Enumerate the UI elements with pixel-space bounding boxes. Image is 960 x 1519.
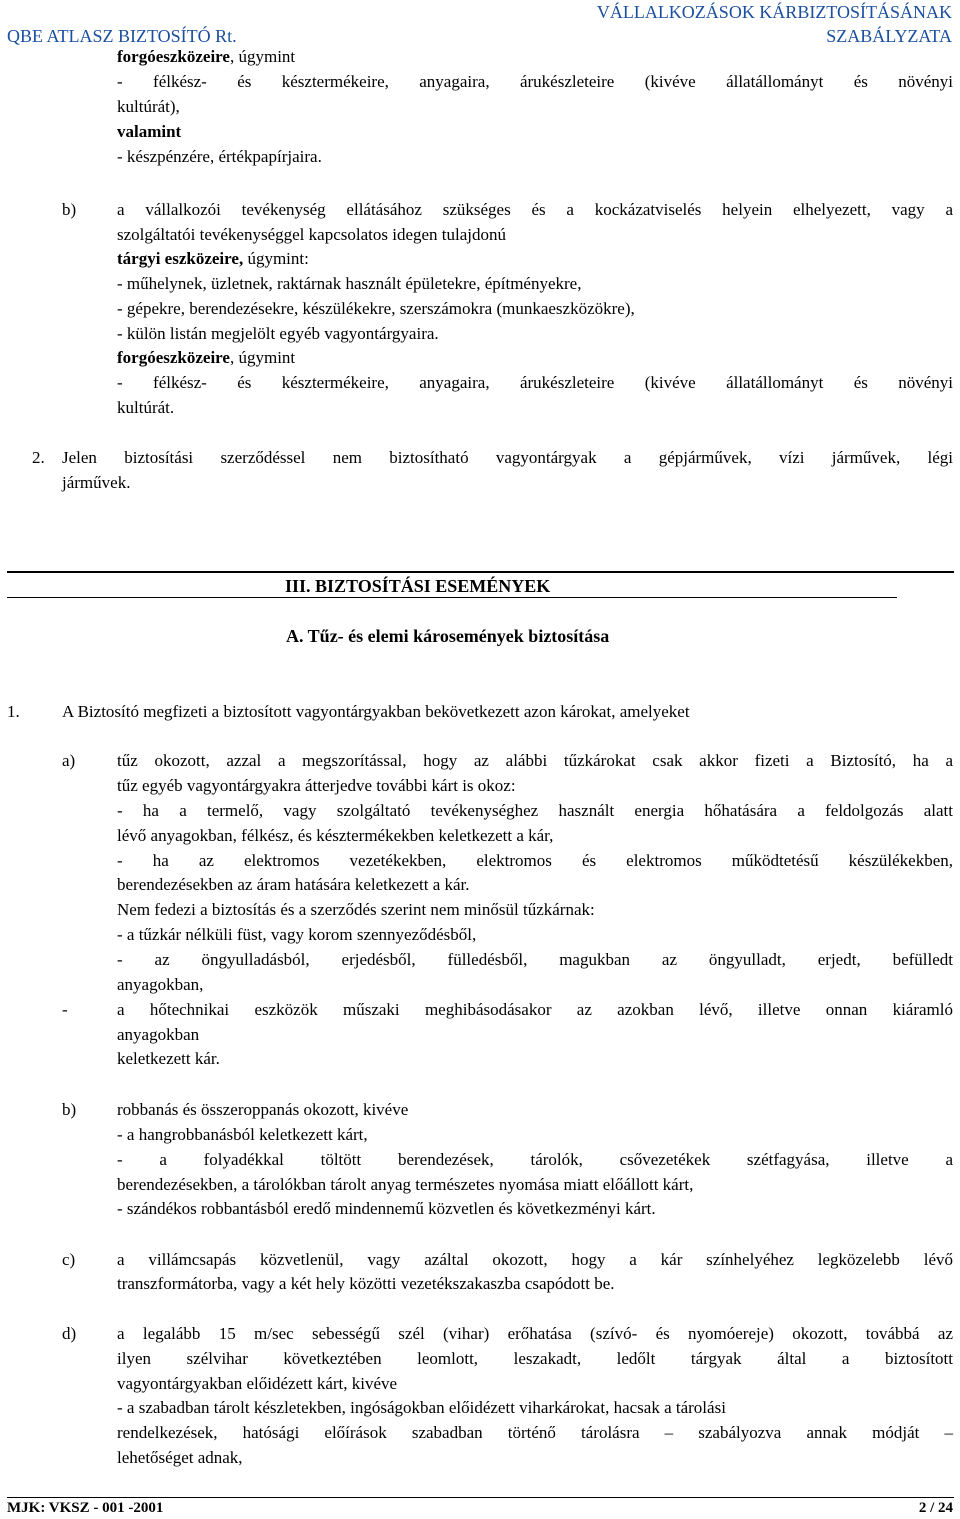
item-a-line-6: berendezésekben az áram hatására keletkezett a kár. [117,875,470,894]
item-b-line-3 [117,249,309,269]
item-b-marker: b) [62,200,77,219]
item-b-line-8: - félkész- és késztermékeire, anyagaira, árukészleteire (kivéve állatállományt és növényi [117,373,953,392]
item-d-line-6: lehetőséget adnak, [117,1448,243,1467]
top-line-2: - félkész- és késztermékeire, anyagaira, árukészleteire (kivéve állatállományt és növényi [117,72,953,91]
item-a-line-2: tűz egyéb vagyontárgyakra átterjedve további kárt is okoz: [117,776,516,795]
item-a-line-9: - az öngyulladásból, erjedésből, fülledésből, magukban az öngyulladt, erjedt, befülledt [117,950,953,969]
item-a-line-4: lévő anyagokban, félkész, és késztermékekben keletkezett a kár, [117,826,554,845]
item-c-marker: c) [62,1250,76,1269]
top-bold-term: forgóeszközeire [117,47,230,66]
header-title-line2: SZABÁLYZATA [826,26,952,46]
item-b2-line-3: - a folyadékkal töltött berendezések, tárolók, csővezetékek szétfagyása, illetve a [117,1150,953,1169]
section-underline [7,597,897,598]
footer-page-number: 2 / 24 [918,1500,953,1516]
item-d-marker: d) [62,1324,77,1343]
item-d-line-2: ilyen szélvihar következtében leomlott, leszakadt, ledőlt tárgyak által a biztosított [117,1349,953,1368]
item-d-line-4: - a szabadban tárolt készletekben, ingóságokban előidézett viharkárokat, hacsak a tárolási [117,1398,726,1417]
item-a-line-11: a hőtechnikai eszközök műszaki meghibásodásakor az azokban lévő, illetve onnan kiáramló [117,1000,953,1019]
item-b2-line-1: robbanás és összeroppanás okozott, kivéve [117,1100,409,1119]
item-a-line-7: Nem fedezi a biztosítás és a szerződés szerint nem minősül tűzkárnak: [117,900,595,919]
top-line-3: kultúrát), [117,97,180,116]
item-d-line-1: a legalább 15 m/sec sebességű szél (vihar) erőhatása (szívó- és nyomóereje) okozott, továbbá az [117,1324,953,1343]
item-2-marker: 2. [32,448,45,467]
item-b-line-4: - műhelynek, üzletnek, raktárnak használt épületekre, építményekre, [117,274,582,293]
item-a-line-11-dash: - [62,1000,68,1019]
item-a-marker: a) [62,751,76,770]
item-a-line-13: keletkezett kár. [117,1049,220,1068]
footer-rule [7,1497,954,1498]
item-b-line-3-rest: úgymint: [243,249,309,268]
item-b-line-9: kultúrát. [117,398,175,417]
item-a-line-10: anyagokban, [117,975,204,994]
item-b-line-6: - külön listán megjelölt egyéb vagyontárgyaira. [117,324,439,343]
item-a-line-12: anyagokban [117,1025,200,1044]
item-c-line-1: a villámcsapás közvetlenül, vagy azáltal okozott, hogy a kár színhelyéhez legközelebb lévő [117,1250,953,1269]
item-a-line-3: - ha a termelő, vagy szolgáltató tevékenységhez használt energia hőhatására a feldolgozás alatt [117,801,953,820]
item-a-line-1: tűz okozott, azzal a megszorítással, hogy az alábbi tűzkárokat csak akkor fizeti a Biztosító, ha a [117,751,953,770]
item-a-line-8: - a tűzkár nélküli füst, vagy korom szennyeződésből, [117,925,477,944]
item-b-line-5: - gépekre, berendezésekre, készülékekre, szerszámokra (munkaeszközökre), [117,299,635,318]
item-1-marker: 1. [7,702,20,721]
header-title-line1: VÁLLALKOZÁSOK KÁRBIZTOSÍTÁSÁNAK [596,2,952,22]
section-title: III. BIZTOSÍTÁSI ESEMÉNYEK [285,576,551,596]
header-company: QBE ATLASZ BIZTOSÍTÓ Rt. [7,26,237,46]
item-b2-line-2: - a hangrobbanásból keletkezett kárt, [117,1125,368,1144]
section-subtitle: A. Tűz- és elemi károsemények biztosítása [286,626,610,646]
item-d-line-3: vagyontárgyakban előidézett kárt, kivéve [117,1374,398,1393]
footer-doc-code: MJK: VKSZ - 001 -2001 [7,1500,164,1516]
item-b-line-2: szolgáltatói tevékenységgel kapcsolatos idegen tulajdonú [117,225,506,244]
item-b-line-7 [117,348,295,368]
item-b-bold-term: tárgyi eszközeire, [117,249,244,268]
item-2-line-1: Jelen biztosítási szerződéssel nem biztosítható vagyontárgyak a gépjárművek, vízi járművek, légi [62,448,953,467]
section-top-rule [7,571,954,573]
top-line-4: valamint [117,122,182,141]
item-b-bold-term-2: forgóeszközeire [117,348,230,367]
top-line-1-rest: , úgymint [229,47,296,66]
top-line-5: - készpénzére, értékpapírjaira. [117,147,322,166]
item-c-line-2: transzformátorba, vagy a két hely közötti vezetékszakaszba csapódott be. [117,1274,615,1293]
item-1-text: A Biztosító megfizeti a biztosított vagyontárgyakban bekövetkezett azon károkat, amelyeket [62,702,690,721]
item-a-line-5: - ha az elektromos vezetékekben, elektromos és elektromos működtetésű készülékekben, [117,851,953,870]
item-d-line-5: rendelkezések, hatósági előírások szabadban történő tárolásra – szabályozva annak módját – [117,1423,953,1442]
item-b-line-1: a vállalkozói tevékenység ellátásához szükséges és a kockázatviselés helyein elhelyezett, vagy a [117,200,953,219]
item-b2-line-4: berendezésekben, a tárolókban tárolt anyag természetes nyomása miatt előállott kárt, [117,1175,694,1194]
item-b-line-7-rest: , úgymint [229,348,296,367]
item-b2-line-5: - szándékos robbantásból eredő mindennemű közvetlen és következményi kárt. [117,1199,656,1218]
item-2-line-2: járművek. [62,473,131,492]
top-line-1 [117,47,295,67]
item-b2-marker: b) [62,1100,77,1119]
